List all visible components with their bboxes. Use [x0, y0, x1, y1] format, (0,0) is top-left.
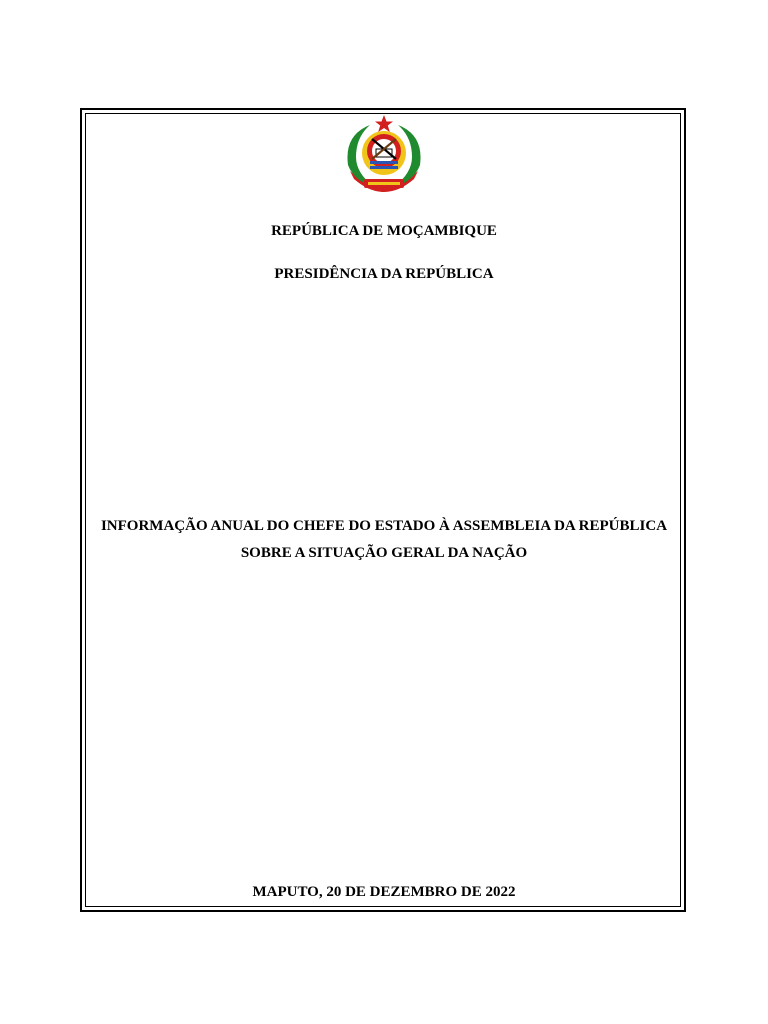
institution-name: PRESIDÊNCIA DA REPÚBLICA — [274, 266, 494, 282]
place-and-date: MAPUTO, 20 DE DEZEMBRO DE 2022 — [252, 884, 516, 900]
country-name: REPÚBLICA DE MOÇAMBIQUE — [271, 223, 497, 239]
document-title-line-1: INFORMAÇÃO ANUAL DO CHEFE DO ESTADO À ASSEMBLEIA DA REPÚBLICA — [100, 518, 668, 534]
coat-of-arms-emblem — [340, 113, 428, 197]
document-title-line-2: SOBRE A SITUAÇÃO GERAL DA NAÇÃO — [240, 545, 528, 561]
